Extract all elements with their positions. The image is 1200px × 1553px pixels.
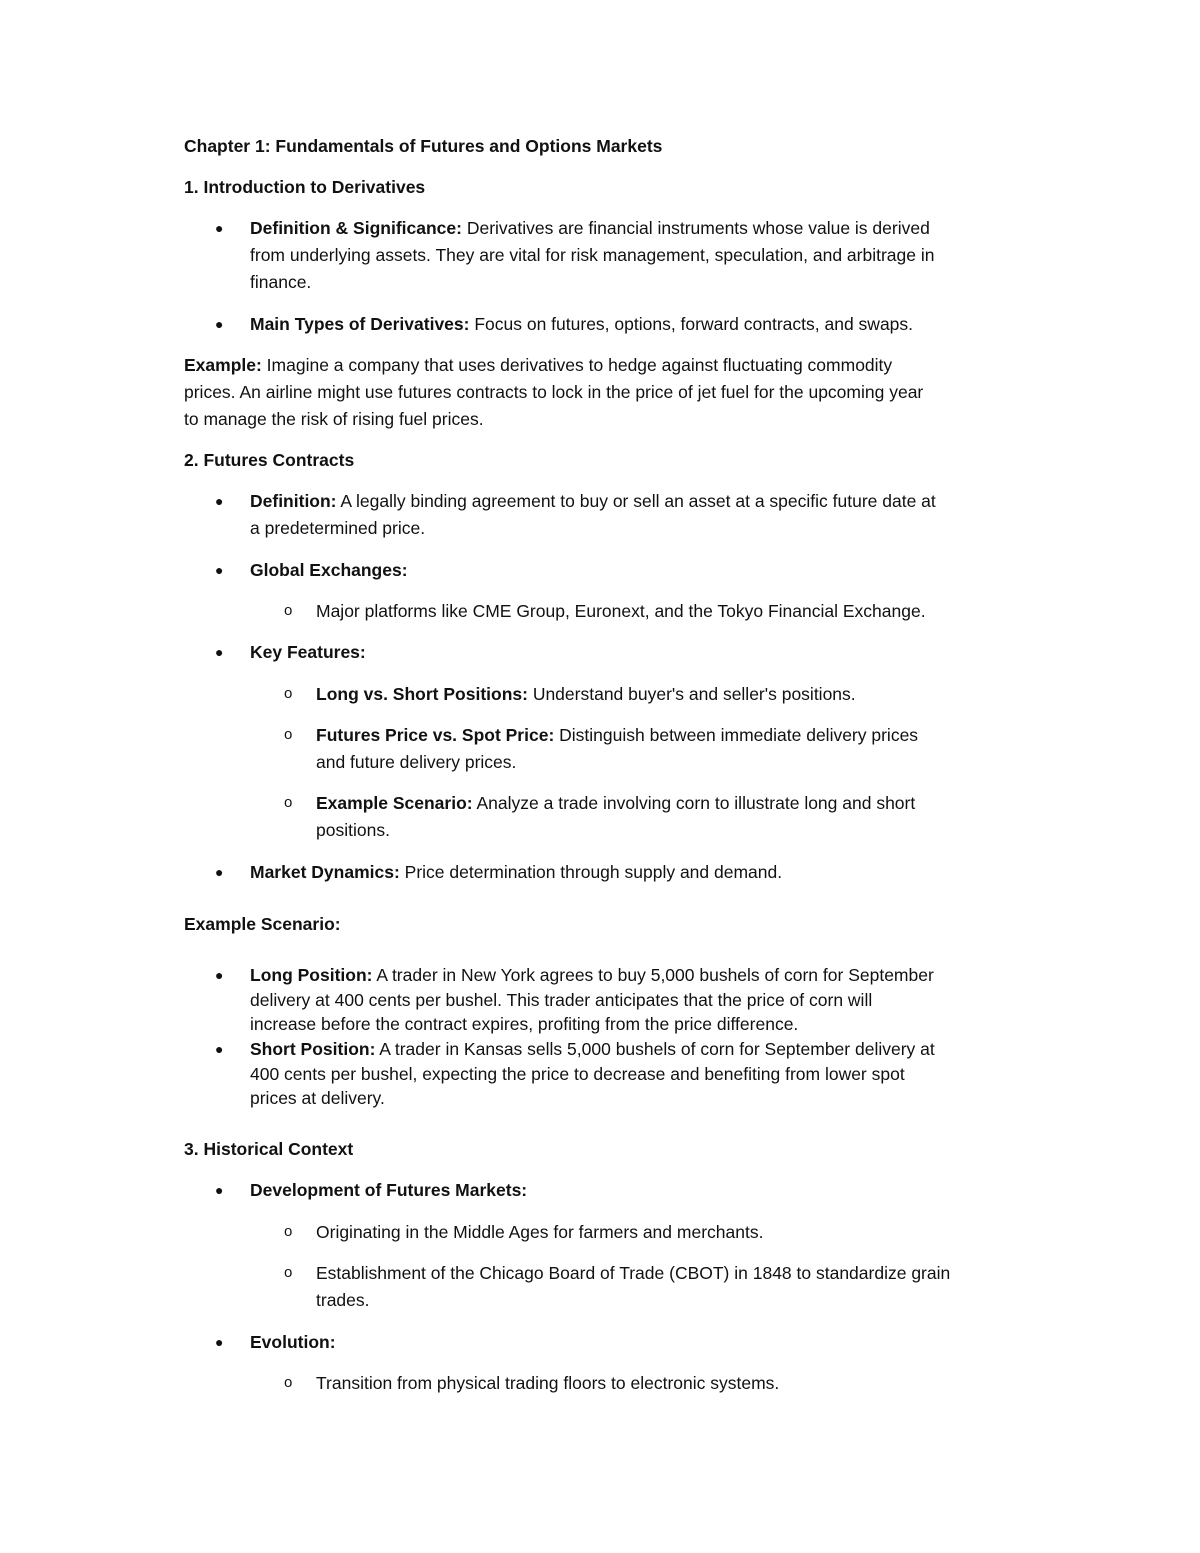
bullet-icon: ●	[215, 864, 224, 880]
item-label: Definition & Significance:	[250, 218, 462, 238]
list-item-evolution	[250, 1329, 336, 1355]
item-text-continued: trades.	[316, 1290, 370, 1310]
item-text: Price determination through supply and demand.	[399, 862, 783, 882]
bullet-icon: ●	[215, 967, 224, 983]
bullet-icon: ●	[215, 493, 224, 509]
item-text-continued: delivery at 400 cents per bushel. This trader anticipates that the price of corn will	[250, 990, 873, 1010]
item-text-continued: increase before the contract expires, profiting from the price difference.	[250, 1014, 799, 1034]
section-heading-historical-context: 3. Historical Context	[184, 1139, 354, 1159]
section-heading-introduction: 1. Introduction to Derivatives	[184, 177, 426, 197]
list-item-development	[250, 1177, 527, 1203]
item-label: Futures Price vs. Spot Price:	[316, 725, 555, 745]
sub-bullet-icon: o	[284, 794, 293, 811]
sub-item-middle-ages: Originating in the Middle Ages for farmers and merchants.	[316, 1222, 764, 1242]
item-text: A trader in Kansas sells 5,000 bushels of corn for September delivery at	[375, 1039, 935, 1059]
sub-item-long-short	[316, 681, 856, 707]
item-text-continued: a predetermined price.	[250, 518, 426, 538]
item-label: Development of Futures Markets:	[250, 1180, 528, 1200]
item-label: Market Dynamics:	[250, 862, 400, 882]
item-label: Definition:	[250, 491, 337, 511]
sub-bullet-icon: o	[284, 1374, 293, 1391]
item-label: Global Exchanges:	[250, 560, 408, 580]
example-text-continued: prices. An airline might use futures contracts to lock in the price of jet fuel for the upcoming year	[184, 382, 924, 402]
sub-item-electronic-systems: Transition from physical trading floors to electronic systems.	[316, 1373, 780, 1393]
item-text-continued: 400 cents per bushel, expecting the price to decrease and benefiting from lower spot	[250, 1064, 905, 1084]
sub-item-futures-vs-spot	[316, 722, 918, 748]
sub-item-example-scenario	[316, 790, 915, 816]
bullet-icon: ●	[215, 644, 224, 660]
item-text: Derivatives are financial instruments whose value is derived	[461, 218, 930, 238]
item-label: Evolution:	[250, 1332, 336, 1352]
bullet-icon: ●	[215, 220, 224, 236]
item-text: Understand buyer's and seller's positions.	[527, 684, 856, 704]
sub-bullet-icon: o	[284, 1264, 293, 1281]
item-label: Short Position:	[250, 1039, 376, 1059]
sub-bullet-icon: o	[284, 685, 293, 702]
item-text: Focus on futures, options, forward contracts, and swaps.	[469, 314, 914, 334]
item-label: Key Features:	[250, 642, 366, 662]
bullet-icon: ●	[215, 316, 224, 332]
example-paragraph	[184, 352, 892, 378]
item-label: Main Types of Derivatives:	[250, 314, 470, 334]
item-text-continued: positions.	[316, 820, 390, 840]
item-label: Example Scenario:	[316, 793, 473, 813]
list-item-definition-significance	[250, 215, 930, 241]
list-item-global-exchanges	[250, 557, 408, 583]
item-text: Distinguish between immediate delivery prices	[554, 725, 919, 745]
item-label: Long vs. Short Positions:	[316, 684, 528, 704]
list-item-key-features	[250, 639, 366, 665]
bullet-icon: ●	[215, 1182, 224, 1198]
bullet-icon: ●	[215, 1041, 224, 1057]
item-text-continued: and future delivery prices.	[316, 752, 517, 772]
list-item-main-types	[250, 311, 913, 337]
item-label: Long Position:	[250, 965, 373, 985]
item-text: A trader in New York agrees to buy 5,000 bushels of corn for September	[372, 965, 934, 985]
example-text-continued: to manage the risk of rising fuel prices.	[184, 409, 484, 429]
item-text: Analyze a trade involving corn to illustrate long and short	[472, 793, 916, 813]
sub-item-major-platforms: Major platforms like CME Group, Euronext, and the Tokyo Financial Exchange.	[316, 601, 926, 621]
item-text-continued: from underlying assets. They are vital for risk management, speculation, and arbitrage in	[250, 245, 935, 265]
example-label: Example:	[184, 355, 262, 375]
bullet-icon: ●	[215, 562, 224, 578]
sub-item-cbot: Establishment of the Chicago Board of Trade (CBOT) in 1848 to standardize grain	[316, 1263, 951, 1283]
list-item-market-dynamics	[250, 859, 782, 885]
list-item-definition	[250, 488, 936, 514]
sub-bullet-icon: o	[284, 602, 293, 619]
item-text-continued: prices at delivery.	[250, 1088, 385, 1108]
list-item-short-position	[250, 1036, 935, 1062]
example-text: Imagine a company that uses derivatives to hedge against fluctuating commodity	[261, 355, 893, 375]
list-item-long-position	[250, 962, 934, 988]
sub-bullet-icon: o	[284, 726, 293, 743]
page-title: Chapter 1: Fundamentals of Futures and Options Markets	[184, 136, 663, 156]
bullet-icon: ●	[215, 1334, 224, 1350]
item-text: A legally binding agreement to buy or sell an asset at a specific future date at	[336, 491, 936, 511]
item-text-continued: finance.	[250, 272, 312, 292]
section-heading-example-scenario: Example Scenario:	[184, 914, 341, 934]
section-heading-futures-contracts: 2. Futures Contracts	[184, 450, 355, 470]
sub-bullet-icon: o	[284, 1223, 293, 1240]
